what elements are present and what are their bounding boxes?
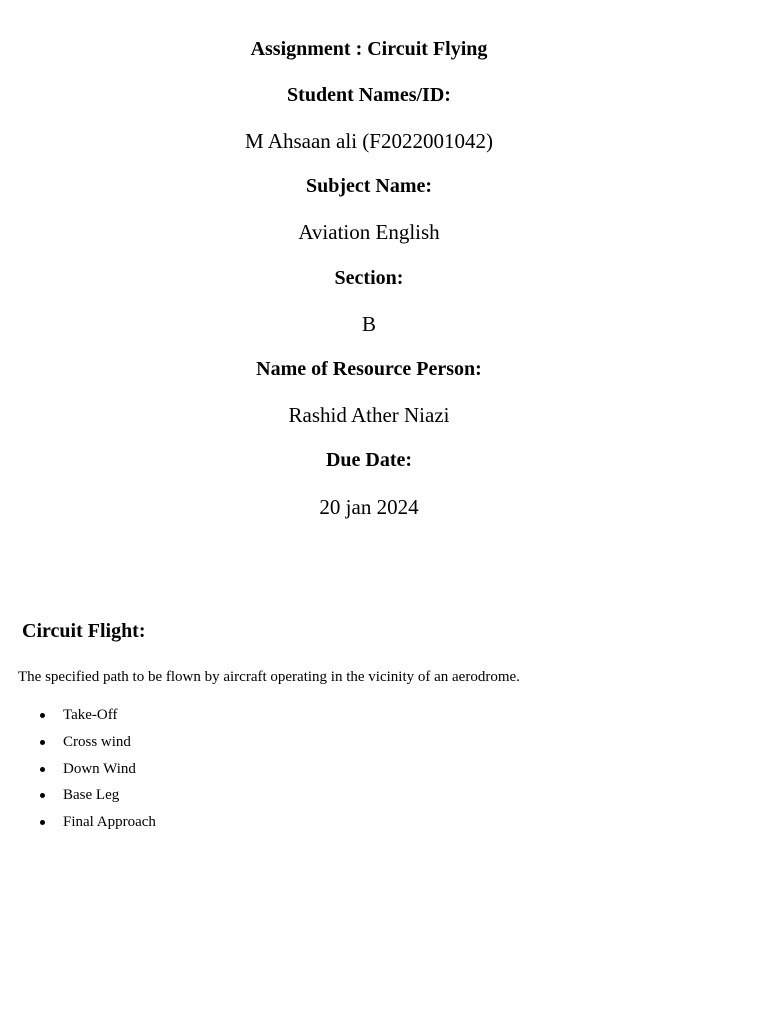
list-item-label: Cross wind (63, 733, 131, 750)
bullet-icon (40, 793, 45, 798)
list-item-label: Final Approach (63, 814, 156, 831)
due-date-value: 20 jan 2024 (319, 495, 419, 519)
bullet-icon (40, 740, 45, 745)
list-item (0, 705, 156, 732)
subject-label: Subject Name: (305, 175, 433, 197)
due-date-label: Due Date: (325, 449, 413, 471)
student-value: M Ahsaan ali (F2022001042) (245, 129, 493, 153)
bullet-icon (40, 820, 45, 825)
subject-value: Aviation English (298, 220, 440, 244)
list-item (0, 759, 156, 786)
list-item-label: Down Wind (63, 760, 136, 777)
bullet-icon (40, 713, 45, 718)
section-label: Section: (334, 267, 404, 289)
section-heading: Circuit Flight: (22, 620, 146, 642)
bullet-icon (40, 767, 45, 772)
section-value: B (361, 312, 376, 336)
list-item (0, 812, 156, 839)
circuit-legs-list (0, 705, 156, 839)
list-item-label: Base Leg (63, 787, 120, 804)
resource-person-value: Rashid Ather Niazi (288, 403, 450, 427)
assignment-title: Assignment : Circuit Flying (250, 38, 488, 60)
list-item (0, 785, 156, 812)
student-label: Student Names/ID: (287, 84, 451, 106)
resource-person-label: Name of Resource Person: (256, 358, 482, 380)
definition-paragraph: The specified path to be flown by aircraft operating in the vicinity of an aerodrome. (18, 669, 520, 685)
list-item (0, 732, 156, 759)
list-item-label: Take-Off (63, 707, 118, 723)
